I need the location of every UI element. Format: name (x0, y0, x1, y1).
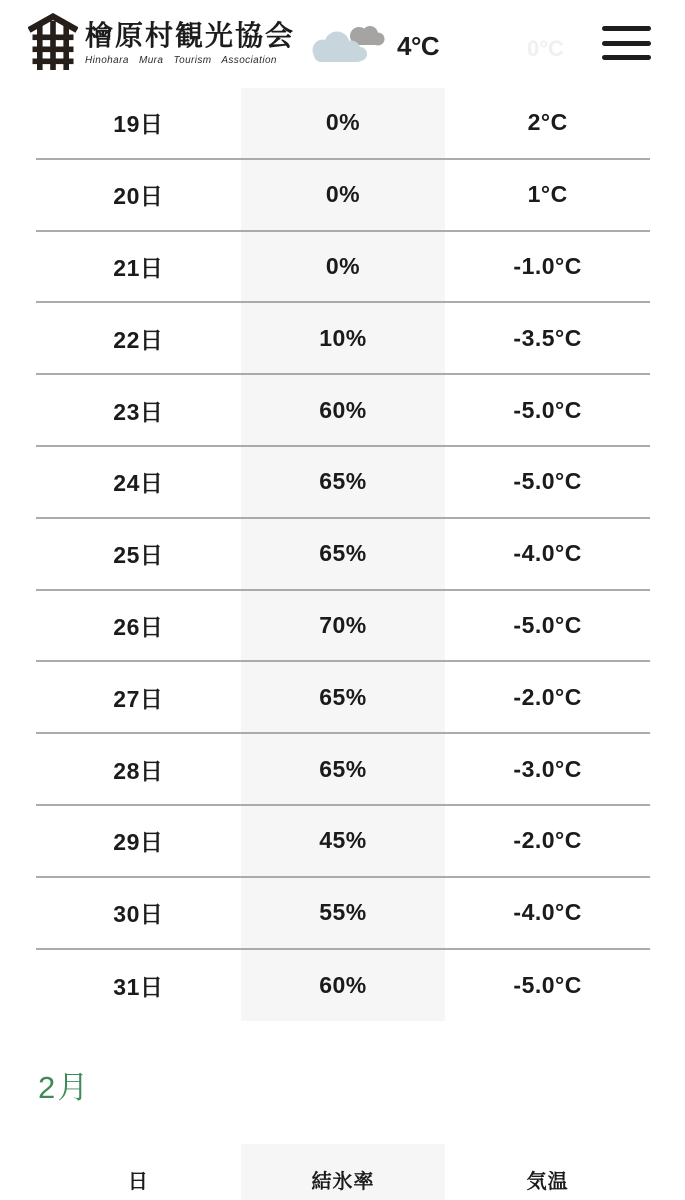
column-header-temp: 気温 (526, 1171, 569, 1194)
temp-cell: -1.0°C (513, 252, 582, 279)
rate-cell: 10% (241, 303, 446, 373)
temp-cell: -2.0°C (513, 683, 582, 710)
temp-cell: -4.0°C (513, 899, 582, 926)
february-heading: 2月 (38, 1070, 91, 1106)
day-cell: 23日 (113, 398, 164, 425)
table-row (36, 734, 650, 806)
table-row (36, 160, 650, 232)
rate-cell: 65% (241, 447, 446, 517)
rate-cell: 65% (241, 734, 446, 804)
temp-cell: -5.0°C (513, 611, 582, 638)
weather-widget (306, 20, 439, 72)
temp-cell: 2°C (527, 109, 568, 136)
table-row (36, 375, 650, 447)
site-header (0, 0, 685, 88)
day-cell: 25日 (113, 542, 164, 569)
lattice-house-icon (28, 13, 78, 75)
site-logo[interactable] (28, 13, 295, 75)
table-row (36, 662, 650, 734)
hamburger-menu-icon[interactable] (602, 26, 651, 60)
hamburger-bar (602, 41, 651, 46)
temp-cell: -3.5°C (513, 324, 582, 351)
table-row (36, 447, 650, 519)
day-cell: 21日 (113, 254, 164, 281)
day-cell: 29日 (113, 829, 164, 856)
hamburger-bar (602, 55, 651, 60)
cloudy-icon (306, 20, 390, 72)
day-cell: 19日 (113, 111, 164, 138)
faint-temperature-text: 0°C (527, 36, 564, 61)
temp-cell: -2.0°C (513, 827, 582, 854)
rate-cell: 60% (241, 375, 446, 445)
site-subtitle: Hinohara Mura Tourism Association (85, 54, 277, 66)
rate-cell: 45% (241, 806, 446, 876)
table-row (36, 950, 650, 1022)
temp-cell: -5.0°C (513, 971, 582, 998)
day-cell: 30日 (113, 901, 164, 928)
february-table-header (36, 1144, 650, 1200)
hamburger-bar (602, 26, 651, 31)
table-row (36, 88, 650, 160)
temp-cell: -5.0°C (513, 396, 582, 423)
rate-cell: 0% (241, 88, 446, 158)
table-row (36, 806, 650, 878)
site-title: 檜原村観光協会 (85, 20, 296, 51)
table-row (36, 591, 650, 663)
day-cell: 28日 (113, 757, 164, 784)
january-table (36, 88, 650, 1021)
day-cell: 26日 (113, 613, 164, 640)
rate-cell: 65% (241, 662, 446, 732)
column-header-rate: 結氷率 (241, 1144, 446, 1200)
temp-cell: -4.0°C (513, 540, 582, 567)
day-cell: 27日 (113, 685, 164, 712)
rate-cell: 70% (241, 591, 446, 661)
rate-cell: 0% (241, 160, 446, 230)
current-temperature: 4°C (397, 30, 440, 61)
day-cell: 20日 (113, 183, 164, 210)
rate-cell: 65% (241, 519, 446, 589)
temp-cell: -3.0°C (513, 755, 582, 782)
day-cell: 24日 (113, 470, 164, 497)
day-cell: 31日 (113, 973, 164, 1000)
rate-cell: 60% (241, 950, 446, 1022)
rate-cell: 55% (241, 878, 446, 948)
day-cell: 22日 (113, 326, 164, 353)
table-row (36, 303, 650, 375)
rate-cell: 0% (241, 232, 446, 302)
temp-cell: -5.0°C (513, 468, 582, 495)
table-row (36, 519, 650, 591)
table-row (36, 232, 650, 304)
temp-cell: 1°C (527, 181, 568, 208)
table-row (36, 878, 650, 950)
column-header-day: 日 (127, 1171, 149, 1194)
